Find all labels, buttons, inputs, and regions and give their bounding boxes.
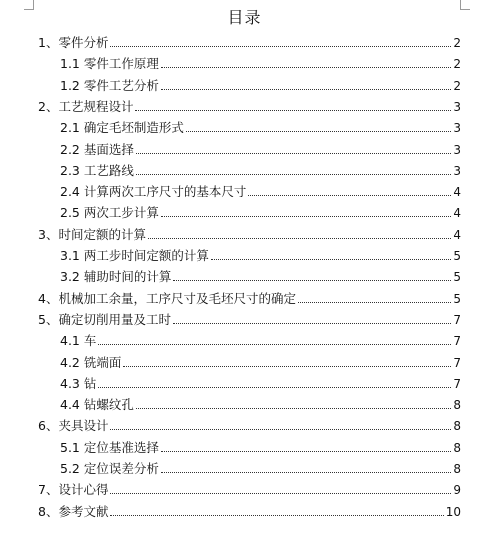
toc-entry-page-number: 8 <box>453 462 461 476</box>
toc-entry-page-number: 3 <box>453 163 461 178</box>
toc-entry-page-number: 5 <box>453 249 461 263</box>
toc-dot-leader <box>186 131 452 132</box>
toc-entry-page-number: 4 <box>453 185 461 200</box>
toc-entry[interactable] <box>38 499 461 520</box>
toc-dot-leader <box>298 302 451 303</box>
toc-entry[interactable] <box>60 243 461 264</box>
toc-entry-page-number: 2 <box>453 57 461 72</box>
toc-entry-label: 7、设计心得 <box>38 482 109 498</box>
toc-entry-page-number: 2 <box>453 78 461 93</box>
toc-entry[interactable] <box>60 435 461 456</box>
toc-dot-leader <box>136 408 452 409</box>
toc-dot-leader <box>110 515 443 516</box>
toc-entry-label: 4、机械加工余量，工序尺寸及毛坯尺寸的确定 <box>38 290 296 306</box>
toc-entry-page-number: 8 <box>453 419 461 434</box>
toc-entry-page-number: 4 <box>453 206 461 221</box>
toc-entry-label: 8、参考文献 <box>38 503 109 519</box>
toc-entry-page-number: 8 <box>453 440 461 455</box>
toc-dot-leader <box>123 366 451 367</box>
toc-entry-label: 2.1 确定毛坯制造形式 <box>60 120 184 136</box>
toc-entry[interactable] <box>60 328 461 349</box>
toc-dot-leader <box>161 67 452 68</box>
toc-entry[interactable] <box>60 137 461 158</box>
toc-dot-leader <box>135 110 451 111</box>
toc-entry[interactable] <box>60 179 461 200</box>
toc-entry[interactable] <box>60 51 461 72</box>
toc-entry[interactable] <box>60 200 461 221</box>
toc-dot-leader <box>161 472 452 473</box>
toc-entry-page-number: 5 <box>453 291 461 306</box>
toc-dot-leader <box>110 493 451 494</box>
toc-entry-label: 5.1 定位基准选择 <box>60 439 159 455</box>
toc-entry-label: 2.2 基面选择 <box>60 141 134 157</box>
toc-entry-page-number: 2 <box>453 36 461 50</box>
toc-entry-page-number: 9 <box>453 483 461 498</box>
toc-dot-leader <box>148 238 451 239</box>
toc-dot-leader <box>136 174 452 175</box>
toc-entry[interactable] <box>60 371 461 392</box>
toc-entry-label: 3.2 辅助时间的计算 <box>60 269 172 285</box>
toc-entry-label: 4.4 钻螺纹孔 <box>60 397 134 413</box>
toc-entry-page-number: 3 <box>453 99 461 114</box>
toc-title: 目录 <box>227 8 262 27</box>
toc-entry[interactable] <box>38 94 461 115</box>
toc-entry-page-number: 4 <box>453 227 461 242</box>
toc-entry-page-number: 5 <box>453 270 461 285</box>
toc-entry-label: 4.2 铣端面 <box>60 354 122 370</box>
toc-entry-page-number: 3 <box>453 121 461 136</box>
toc-entry-label: 2.3 工艺路线 <box>60 162 134 178</box>
toc-dot-leader <box>136 153 452 154</box>
toc-entry-label: 1.2 零件工艺分析 <box>60 77 159 93</box>
toc-entry-label: 4.3 钻 <box>60 375 97 391</box>
toc-entry[interactable] <box>60 392 461 413</box>
toc-entry[interactable] <box>60 264 461 285</box>
toc-entry-label: 5、确定切削用量及工时 <box>38 311 171 327</box>
toc-entry-page-number: 7 <box>453 312 461 327</box>
toc-dot-leader <box>248 195 451 196</box>
toc-entry[interactable] <box>60 158 461 179</box>
toc-entry-label: 4.1 车 <box>60 333 97 349</box>
toc-dot-leader <box>173 323 451 324</box>
toc-entry[interactable] <box>38 413 461 434</box>
toc-dot-leader <box>98 387 451 388</box>
toc-entry[interactable] <box>60 350 461 371</box>
toc-entry-label: 3.1 两工步时间定额的计算 <box>60 248 209 263</box>
toc-entry-page-number: 7 <box>453 355 461 370</box>
toc-dot-leader <box>110 46 451 47</box>
toc-dot-leader <box>161 216 452 217</box>
toc-entry-label: 6、夹具设计 <box>38 418 109 434</box>
toc-entry-page-number: 7 <box>453 376 461 391</box>
toc-entry-page-number: 7 <box>453 334 461 349</box>
toc-dot-leader <box>211 259 452 260</box>
toc-entry-label: 1、零件分析 <box>38 35 109 50</box>
toc-entry-label: 2.4 计算两次工序尺寸的基本尺寸 <box>60 184 247 200</box>
toc-entry[interactable] <box>60 115 461 136</box>
toc-entry-page-number: 3 <box>453 142 461 157</box>
toc-dot-leader <box>161 89 452 90</box>
toc-dot-leader <box>98 344 451 345</box>
toc-entry[interactable] <box>38 30 461 51</box>
toc-entry-label: 5.2 定位误差分析 <box>60 461 159 476</box>
toc-entry[interactable] <box>38 477 461 498</box>
toc-entry-label: 2、工艺规程设计 <box>38 98 134 114</box>
toc-entry-page-number: 8 <box>453 398 461 413</box>
toc-entry[interactable] <box>60 456 461 477</box>
toc-entry-label: 3、时间定额的计算 <box>38 226 146 242</box>
toc-dot-leader <box>161 451 452 452</box>
toc-entry[interactable] <box>38 222 461 243</box>
toc-entry[interactable] <box>38 286 461 307</box>
toc-dot-leader <box>110 429 451 430</box>
toc-entry[interactable] <box>60 73 461 94</box>
toc-entry[interactable] <box>38 307 461 328</box>
toc-entry-label: 2.5 两次工步计算 <box>60 205 159 221</box>
toc-entry-page-number: 10 <box>445 504 461 519</box>
toc-dot-leader <box>173 280 451 281</box>
toc-entry-label: 1.1 零件工作原理 <box>60 56 159 72</box>
